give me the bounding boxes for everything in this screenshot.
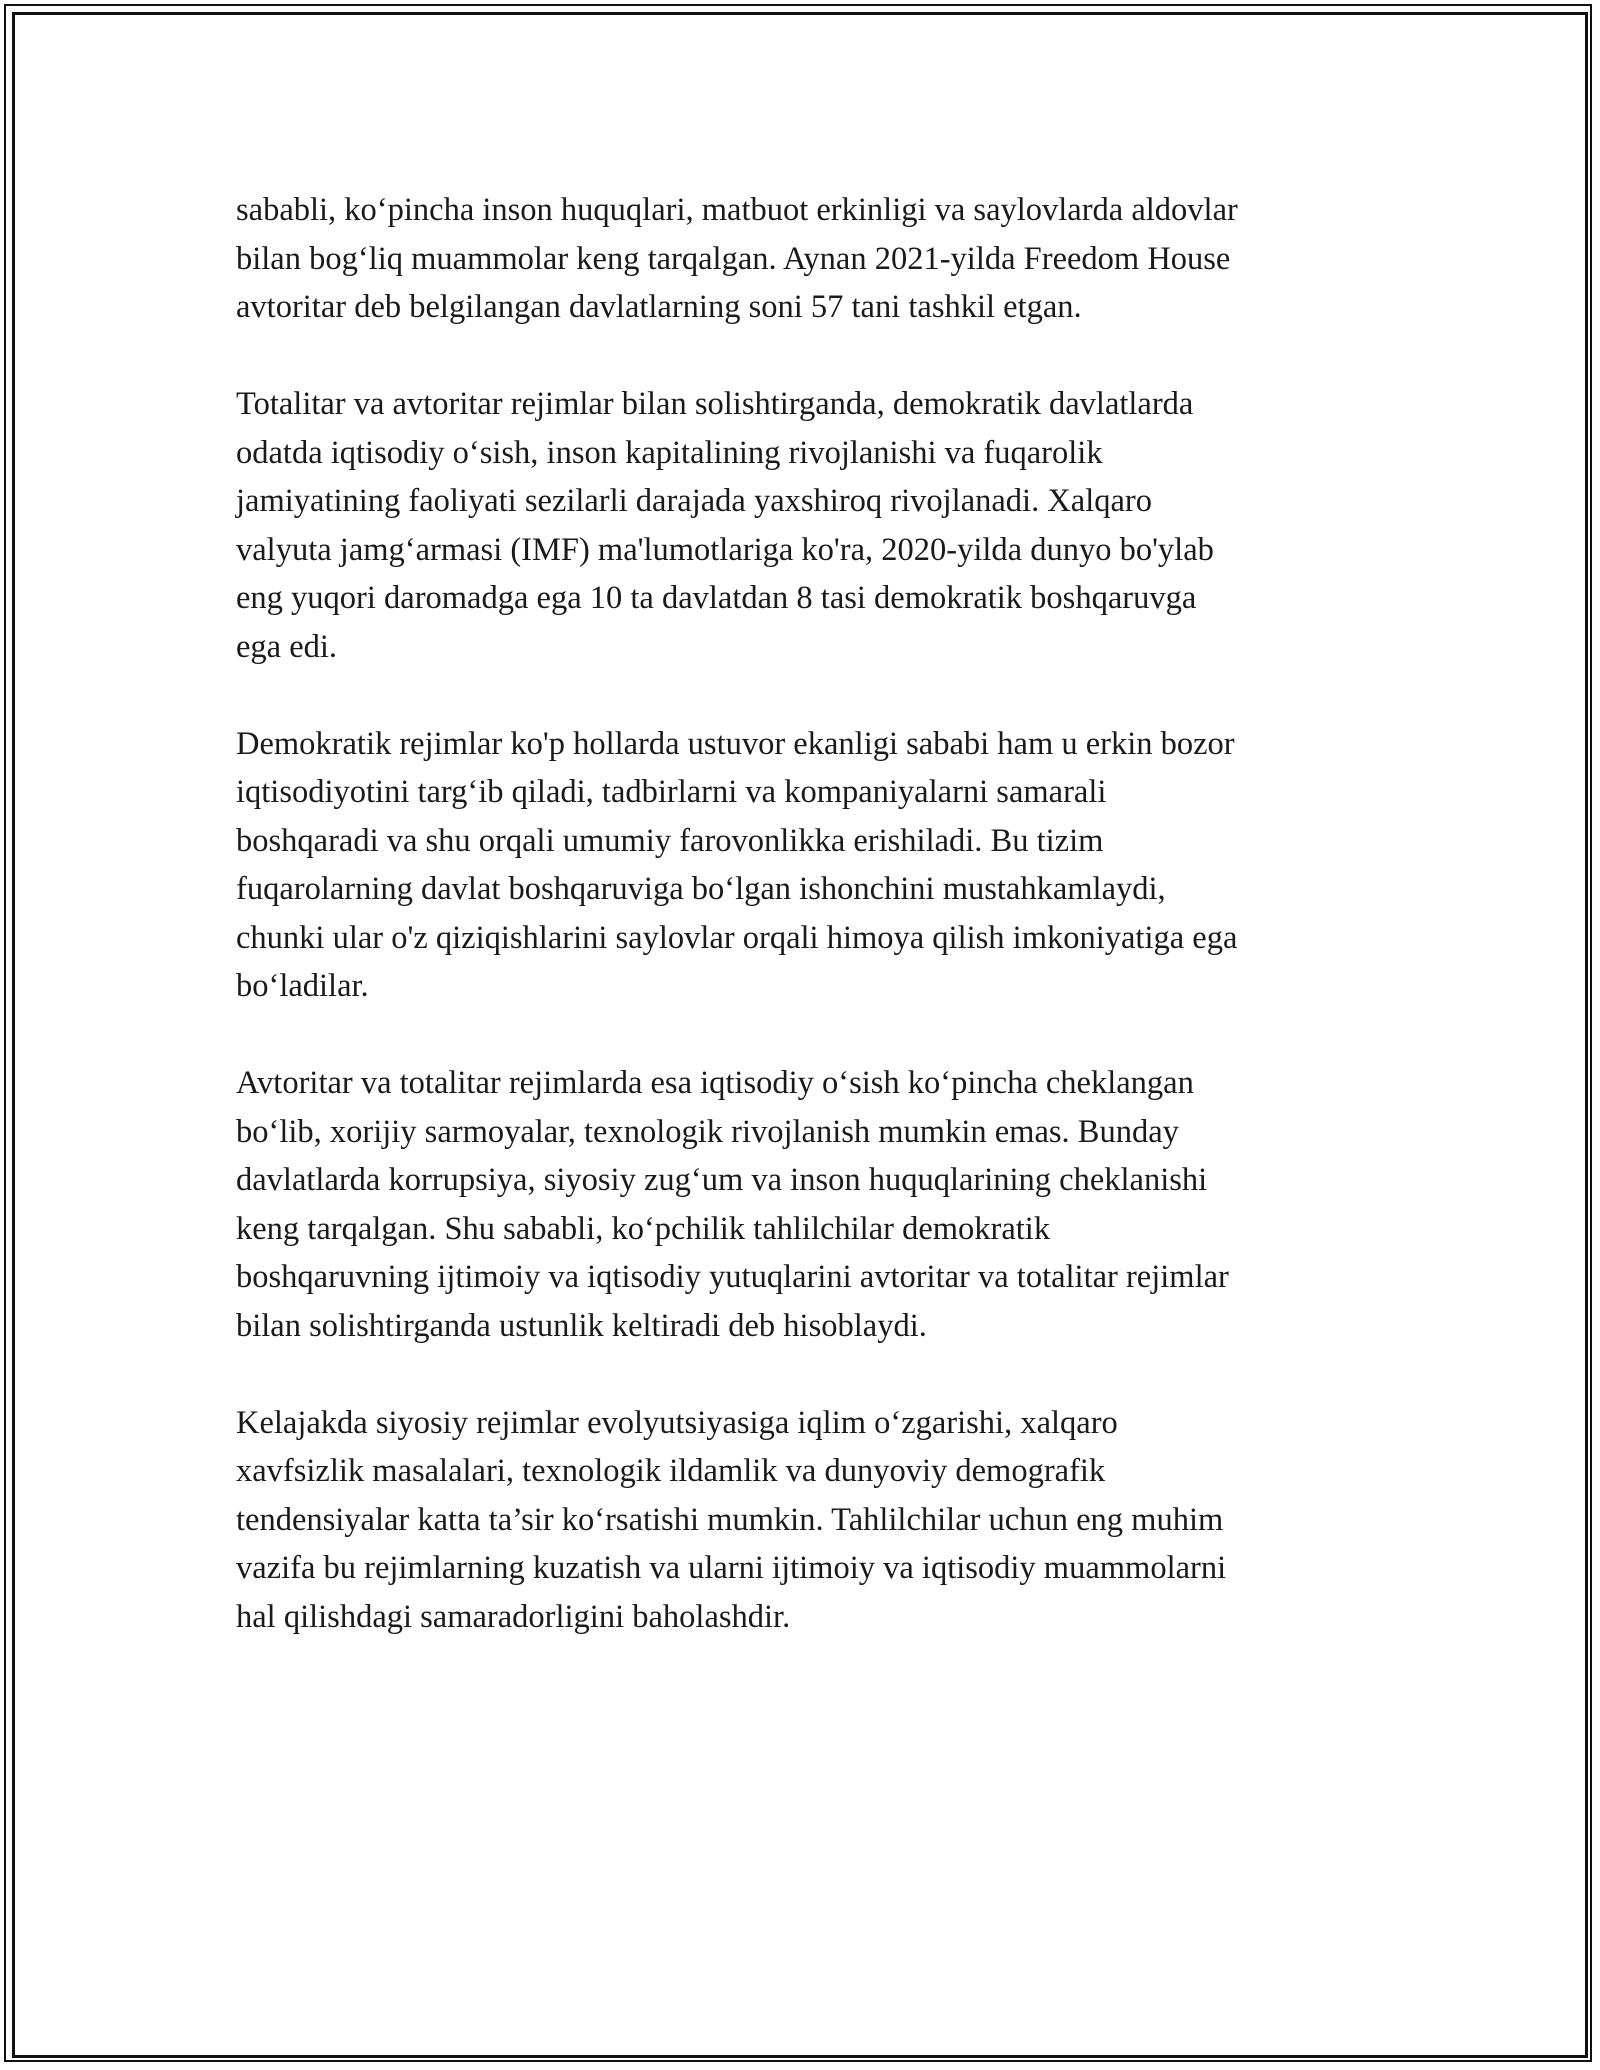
text-line: davlatlarda korrupsiya, siyosiy zug‘um va inson huquqlarining cheklanishi: [236, 1162, 1208, 1198]
text-line: bo‘lib, xorijiy sarmoyalar, texnologik rivojlanish mumkin emas. Bunday: [236, 1113, 1179, 1150]
paragraph-4: [236, 1059, 1386, 1350]
text-line: chunki ular o'z qiziqishlarini saylovlar orqali himoya qilish imkoniyatiga ega: [236, 919, 1238, 956]
text-line: boshqaruvning ijtimoiy va iqtisodiy yutuqlarini avtoritar va totalitar rejimlar: [236, 1259, 1229, 1295]
paragraph-1: [236, 186, 1386, 332]
text-line: odatda iqtisodiy o‘sish, inson kapitalining rivojlanishi va fuqarolik: [236, 434, 1103, 471]
text-line: bilan solishtirganda ustunlik keltiradi deb hisoblaydi.: [236, 1307, 927, 1344]
text-line: hal qilishdagi samaradorligini baholashdir.: [236, 1598, 791, 1635]
text-line: fuqarolarning davlat boshqaruviga bo‘lgan ishonchini mustahkamlaydi,: [236, 871, 1166, 907]
paragraph-5: [236, 1399, 1386, 1642]
document-body: [236, 186, 1386, 1690]
text-line: Kelajakda siyosiy rejimlar evolyutsiyasiga iqlim o‘zgarishi, xalqaro: [236, 1404, 1118, 1441]
text-line: ega edi.: [236, 628, 338, 665]
text-line: iqtisodiyotini targ‘ib qiladi, tadbirlarni va kompaniyalarni samarali: [236, 774, 1107, 810]
text-line: jamiyatining faoliyati sezilarli darajada yaxshiroq rivojlanadi. Xalqaro: [236, 483, 1152, 519]
text-line: xavfsizlik masalalari, texnologik ildamlik va dunyoviy demografik: [236, 1453, 1106, 1489]
paragraph-2: [236, 380, 1386, 671]
text-line: bo‘ladilar.: [236, 968, 369, 1004]
text-line: valyuta jamg‘armasi (IMF) ma'lumotlariga ko'ra, 2020-yilda dunyo bo'ylab: [236, 531, 1214, 568]
text-line: tendensiyalar katta ta’sir ko‘rsatishi mumkin. Tahlilchilar uchun eng muhim: [236, 1501, 1224, 1538]
text-line: boshqaradi va shu orqali umumiy farovonlikka erishiladi. Bu tizim: [236, 822, 1104, 859]
text-line: Demokratik rejimlar ko'p hollarda ustuvor ekanligi sababi ham u erkin bozor: [236, 725, 1235, 762]
text-line: keng tarqalgan. Shu sababli, ko‘pchilik tahlilchilar demokratik: [236, 1210, 1051, 1247]
text-line: eng yuqori daromadga ega 10 ta davlatdan 8 tasi demokratik boshqaruvga: [236, 580, 1197, 616]
text-line: bilan bog‘liq muammolar keng tarqalgan. Aynan 2021-yilda Freedom House: [236, 240, 1231, 277]
text-line: vazifa bu rejimlarning kuzatish va ularni ijtimoiy va iqtisodiy muammolarni: [236, 1550, 1227, 1586]
paragraph-3: [236, 720, 1386, 1011]
text-line: avtoritar deb belgilangan davlatlarning soni 57 tani tashkil etgan.: [236, 289, 1082, 325]
text-line: sababli, ko‘pincha inson huquqlari, matbuot erkinligi va saylovlarda aldovlar: [236, 192, 1238, 228]
text-line: Totalitar va avtoritar rejimlar bilan solishtirganda, demokratik davlatlarda: [236, 386, 1194, 422]
text-line: Avtoritar va totalitar rejimlarda esa iqtisodiy o‘sish ko‘pincha cheklangan: [236, 1065, 1194, 1101]
